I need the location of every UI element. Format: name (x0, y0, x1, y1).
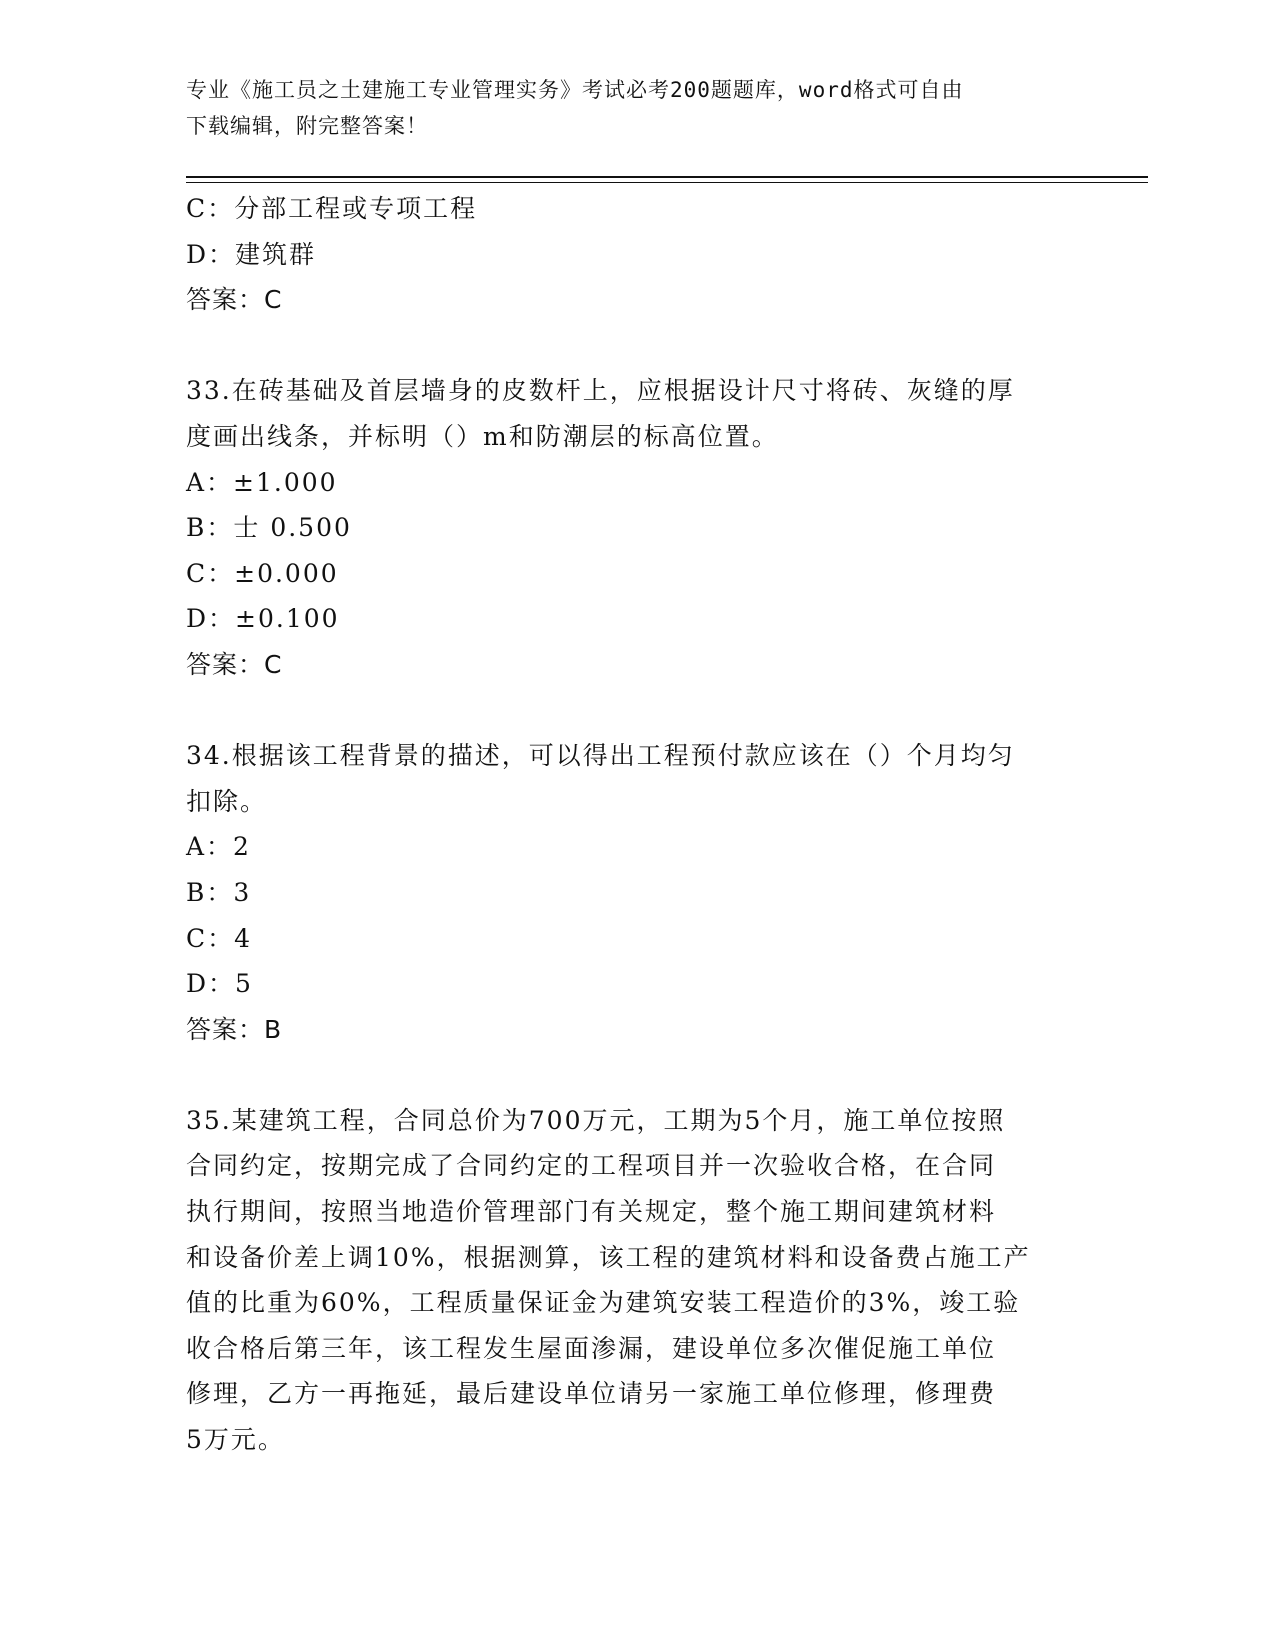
q34-option-b: B：3 (186, 877, 252, 907)
q33-text-line-2: 度画出线条，并标明（）m和防潮层的标高位置。 (186, 421, 779, 451)
q33-answer: 答案：C (186, 649, 283, 679)
q33-option-b: B：士 0.500 (186, 513, 352, 543)
prev-answer: 答案：C (186, 285, 283, 315)
document-header (186, 72, 1066, 144)
q35-text-line-3: 执行期间，按照当地造价管理部门有关规定，整个施工期间建筑材料 (186, 1197, 997, 1227)
q34-option-c: C：4 (186, 923, 253, 953)
q35-text-line-7: 修理，乙方一再拖延，最后建设单位请另一家施工单位修理，修理费 (186, 1379, 997, 1409)
q34-text-line-2: 扣除。 (186, 786, 268, 816)
header-rule-thin (186, 182, 1148, 183)
q34-text-line-1: 34.根据该工程背景的描述，可以得出工程预付款应该在（）个月均匀 (186, 741, 1015, 771)
q34-option-a: A：2 (186, 832, 251, 862)
q33-option-a: A：±1.000 (186, 467, 338, 497)
q33-text-line-1: 33.在砖基础及首层墙身的皮数杆上，应根据设计尺寸将砖、灰缝的厚 (186, 376, 1015, 406)
q33-option-c: C：±0.000 (186, 558, 339, 588)
q35-text-line-8: 5万元。 (186, 1425, 285, 1455)
q35-text-line-6: 收合格后第三年，该工程发生屋面渗漏，建设单位多次催促施工单位 (186, 1333, 997, 1363)
prev-option-c: C：分部工程或专项工程 (186, 194, 478, 223)
q35-text-line-2: 合同约定，按期完成了合同约定的工程项目并一次验收合格，在合同 (186, 1151, 997, 1181)
header-line-2: 下载编辑，附完整答案！ (186, 114, 428, 138)
q35-text-line-4: 和设备价差上调10%，根据测算，该工程的建筑材料和设备费占施工产 (186, 1242, 1031, 1272)
q34-option-d: D：5 (186, 969, 253, 999)
q35-text-line-5: 值的比重为60%，工程质量保证金为建筑安装工程造价的3%，竣工验 (186, 1288, 1021, 1318)
spacer (186, 323, 1086, 369)
spacer (186, 688, 1086, 734)
prev-option-d: D：建筑群 (186, 239, 317, 269)
header-rule-thick (186, 176, 1148, 178)
q34-answer: 答案：B (186, 1014, 283, 1044)
header-line-1: 专业《施工员之土建施工专业管理实务》考试必考200题题库，word格式可自由 (186, 78, 964, 102)
question-list (186, 186, 1086, 1463)
q35-text-line-1: 35.某建筑工程，合同总价为700万元，工期为5个月，施工单位按照 (186, 1105, 1006, 1135)
q33-option-d: D：±0.100 (186, 604, 340, 634)
spacer (186, 1052, 1086, 1098)
